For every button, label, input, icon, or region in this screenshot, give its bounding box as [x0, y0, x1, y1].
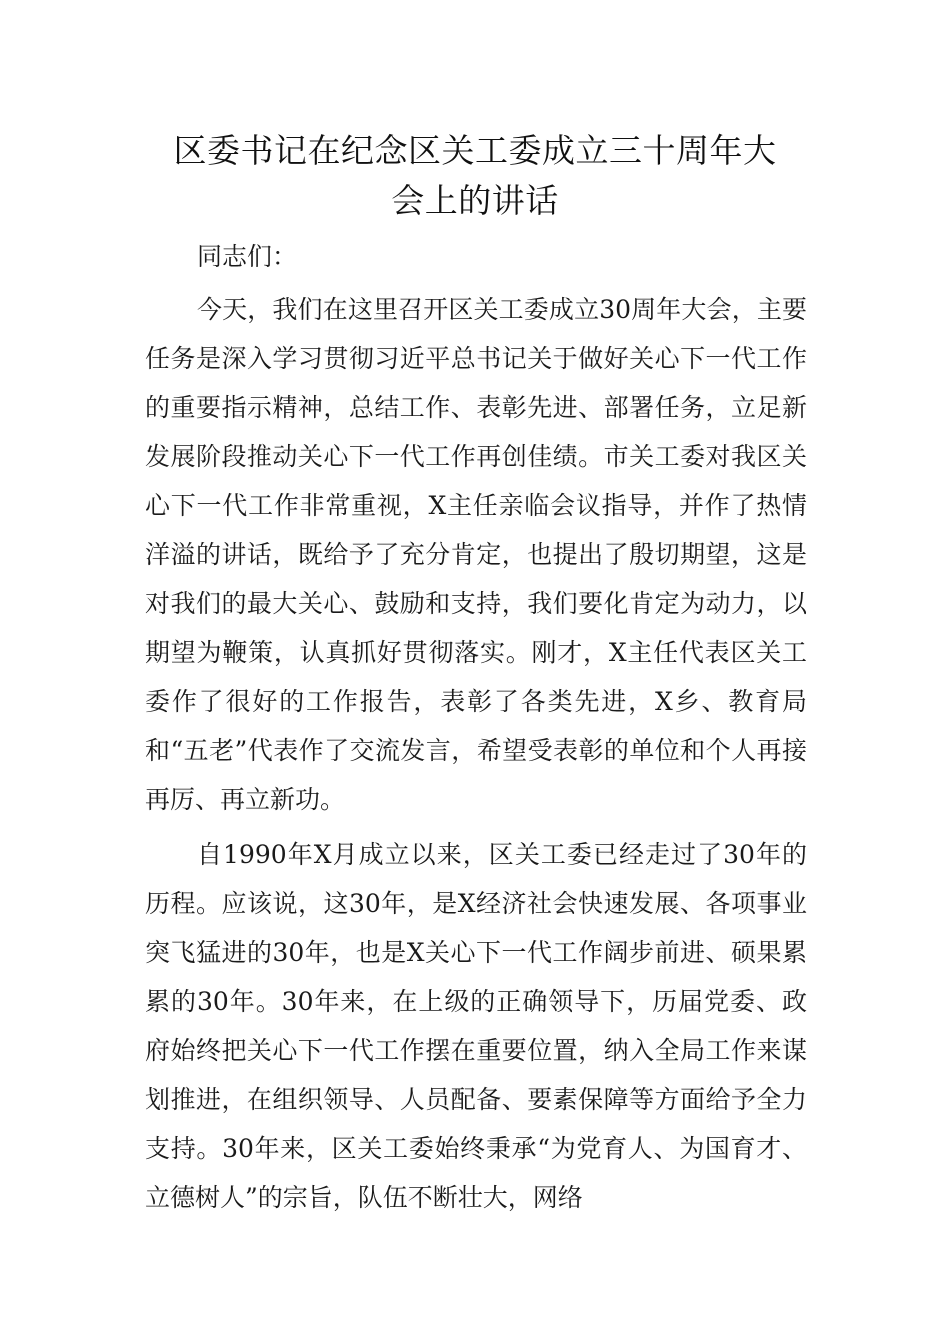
salutation: 同志们： [197, 242, 298, 271]
body-paragraph: 自1990年X月成立以来，区关工委已经走过了30年的历程。应该说，这30年，是X经济社会快速发展、各项事业突飞猛进的30年，也是X关心下一代工作阔步前进、硕果累累的30年。30年来，在上级的正确领导下，历届党委、政府始终把关心下一代工作摆在重要位置，纳入全局工作来谋划推进，在组织领导、人员配备、要素保障等方面给予全力支持。30年来，区关工委始终秉承“为党育人、为国育才、立德树人”的宗旨，队伍不断壮大，网络 [145, 840, 807, 1212]
document-title-line-2: 会上的讲话 [391, 181, 559, 220]
document-title [145, 126, 805, 226]
document-title-line-1: 区委书记在纪念区关工委成立三十周年大 [173, 131, 777, 170]
body-paragraph: 今天，我们在这里召开区关工委成立30周年大会，主要任务是深入学习贯彻习近平总书记关于做好关心下一代工作的重要指示精神，总结工作、表彰先进、部署任务，立足新发展阶段推动关心下一代工作再创佳绩。市关工委对我区关心下一代工作非常重视，X主任亲临会议指导，并作了热情洋溢的讲话，既给予了充分肯定，也提出了殷切期望，这是对我们的最大关心、鼓励和支持，我们要化肯定为动力，以期望为鞭策，认真抓好贯彻落实。刚才，X主任代表区关工委作了很好的工作报告，表彰了各类先进，X乡、教育局和“五老”代表作了交流发言，希望受表彰的单位和个人再接再厉、再立新功。 [145, 295, 807, 814]
document-body [145, 232, 807, 1222]
